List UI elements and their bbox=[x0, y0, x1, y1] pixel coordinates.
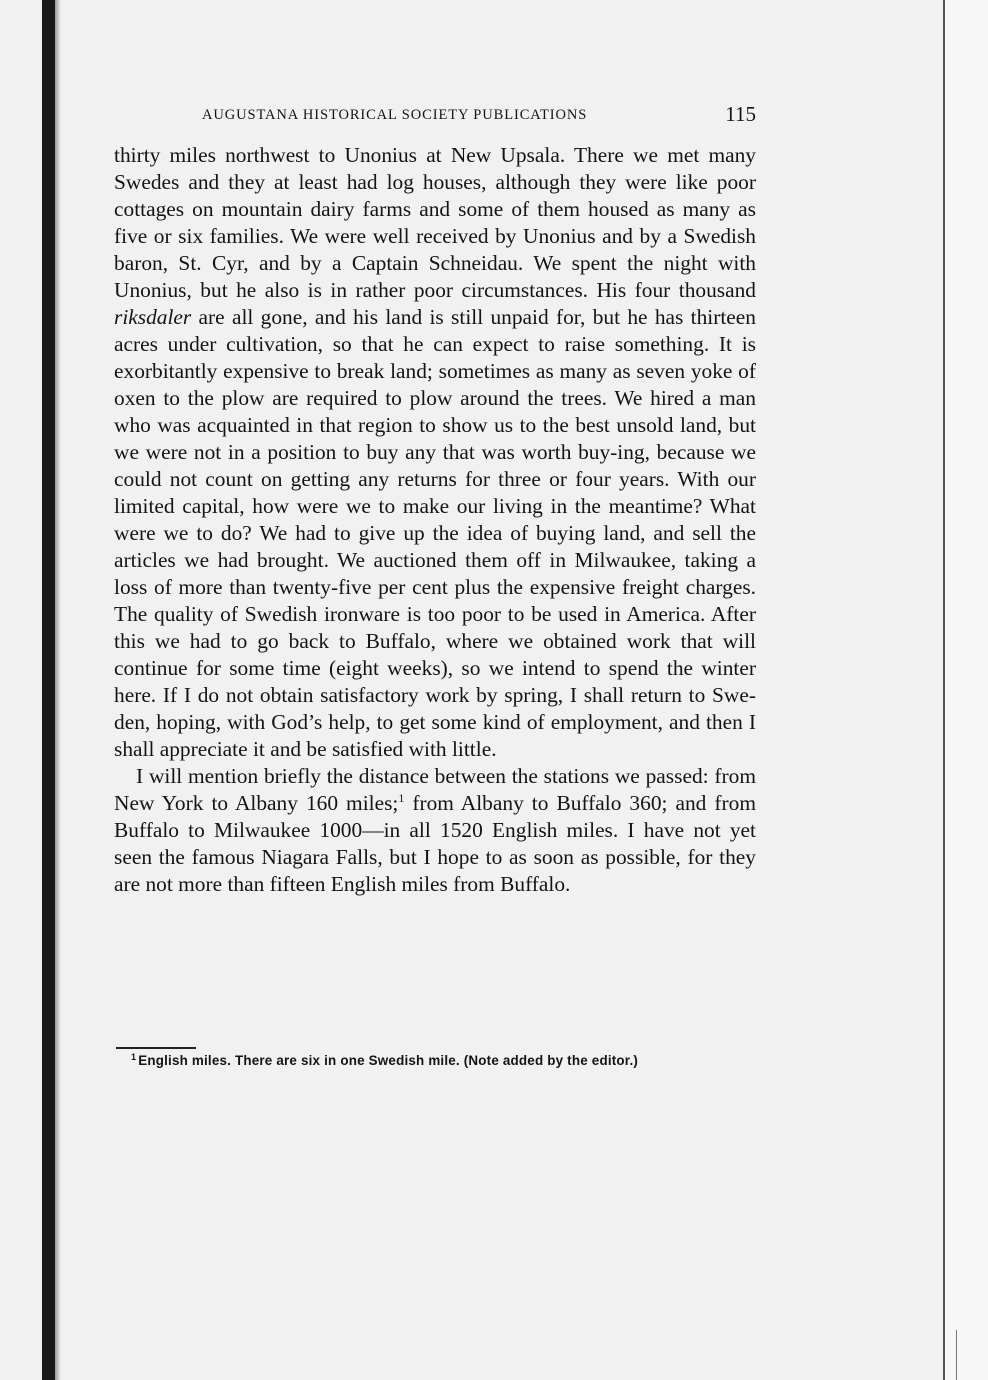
paragraph-1-text-a: thirty miles northwest to Unonius at New Upsala. There we met many Swedes and they at least had log houses, although they were like poor cottages on mountain dairy farms and some of them housed as many as five or six families. We were well received by Unonius and by a Swedish baron, St. Cyr, and by a Captain Schneidau. We spent the night with Unonius, but he also is in rather poor circumstances. His four thousand bbox=[114, 143, 756, 302]
paragraph-2-text-b: from Albany to Buffalo 360; and from Buffalo to Milwaukee 1000—in all 1520 English miles. I have not yet seen the famous Niagara Falls, but I hope to as soon as possible, for they are not more than fifteen English miles from Buffalo. bbox=[114, 791, 756, 896]
paragraph-1-text-b: are all gone, and his land is still unpaid for, but he has thirteen acres under cultivation, so that he can expect to raise something. It is exorbitantly expensive to break land; sometimes as many as seven yoke of oxen to the plow are required to plow around the trees. We hired a man who was acquainted in that region to show us to the best unsold land, but we were not in a position to buy any that was worth buy-ing, because we could not count on getting any returns for three or four years. With our limited capital, how were we to make our living in the meantime? What were we to do? We had to give up the idea of buying land, and sell the articles we had brought. We auctioned them off in Milwaukee, taking a loss of more than twenty-five per cent plus the expensive freight charges. The quality of Swedish ironware is too poor to be used in America. After this we had to go back to Buffalo, where we obtained work that will continue for some time (eight weeks), so we intend to spend the winter here. If I do not obtain satisfactory work by spring, I shall return to Swe-den, hoping, with God’s help, to get some kind of employment, and then I shall appreciate it and be satisfied with little. bbox=[114, 305, 756, 761]
gutter-shadow bbox=[55, 0, 61, 1380]
paragraph-1 bbox=[114, 142, 756, 763]
italic-term: riksdaler bbox=[114, 305, 192, 329]
page-number: 115 bbox=[725, 102, 756, 126]
adjacent-page-strip bbox=[945, 0, 988, 1380]
footnote-reference: 1 bbox=[398, 790, 405, 805]
footnote-marker: 1 bbox=[131, 1051, 137, 1062]
running-head: AUGUSTANA HISTORICAL SOCIETY PUBLICATIONS bbox=[202, 107, 588, 123]
page-header bbox=[114, 102, 756, 132]
book-gutter-edge bbox=[42, 0, 55, 1380]
adjacent-page-line bbox=[956, 1330, 957, 1380]
footnote bbox=[114, 1053, 756, 1068]
footnote-text: English miles. There are six in one Swedish mile. (Note added by the editor.) bbox=[138, 1053, 639, 1068]
footnote-rule bbox=[116, 1047, 196, 1049]
paragraph-2-text-a: I will mention briefly the distance between the stations we passed: from New York to Albany 160 miles; bbox=[114, 764, 756, 815]
paragraph-2 bbox=[114, 763, 756, 898]
body-text bbox=[114, 142, 756, 898]
